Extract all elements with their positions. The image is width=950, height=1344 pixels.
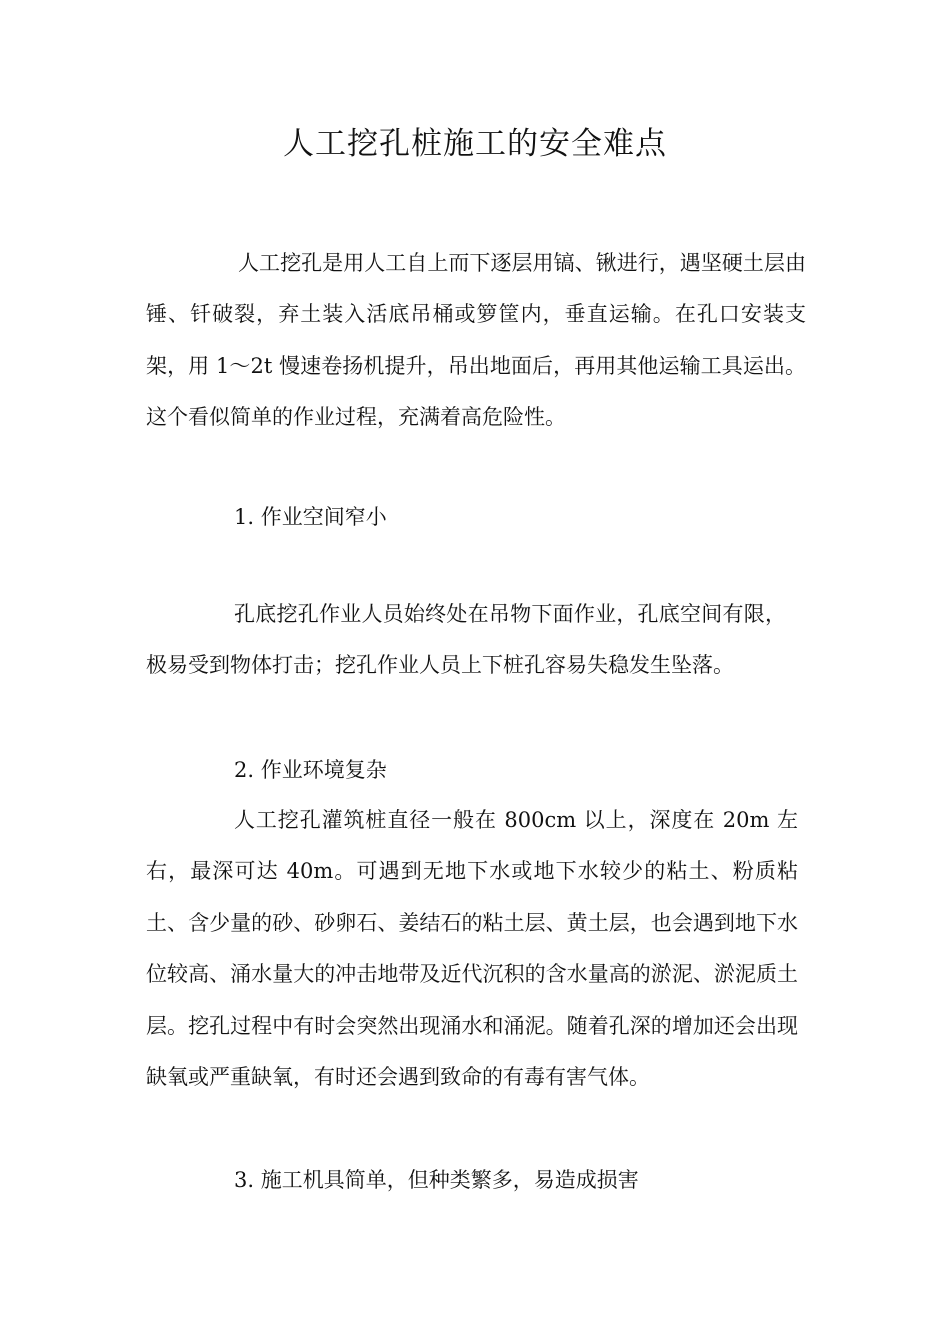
section-heading-2: 2. 作业环境复杂 <box>234 758 387 782</box>
document-title: 人工挖孔桩施工的安全难点 <box>283 126 667 162</box>
intro-paragraph: 人工挖孔是用人工自上而下逐层用镐、锹进行，遇坚硬土层由锤、钎破裂，弃土装入活底吊桶或箩筐内，垂直运输。在孔口安装支架，用 1～2t 慢速卷扬机提升，吊出地面后，再用其他运输工具运出。这个看似简单的作业过程，充满着高危险性。 <box>146 251 806 430</box>
section-heading-3: 3. 施工机具简单，但种类繁多，易造成损害 <box>234 1168 639 1192</box>
section-heading-1: 1. 作业空间窄小 <box>234 505 387 529</box>
section-body-1: 孔底挖孔作业人员始终处在吊物下面作业，孔底空间有限，极易受到物体打击；挖孔作业人员上下桩孔容易失稳发生坠落。 <box>146 602 786 678</box>
section-body-2: 人工挖孔灌筑桩直径一般在 800cm 以上，深度在 20m 左右，最深可达 40m。可遇到无地下水或地下水较少的粘土、粉质粘土、含少量的砂、砂卵石、姜结石的粘土层、黄土层，也会遇到地下水位较高、涌水量大的冲击地带及近代沉积的含水量高的淤泥、淤泥质土层。挖孔过程中有时会突然出现涌水和涌泥。随着孔深的增加还会出现缺氧或严重缺氧，有时还会遇到致命的有毒有害气体。 <box>146 808 798 1090</box>
